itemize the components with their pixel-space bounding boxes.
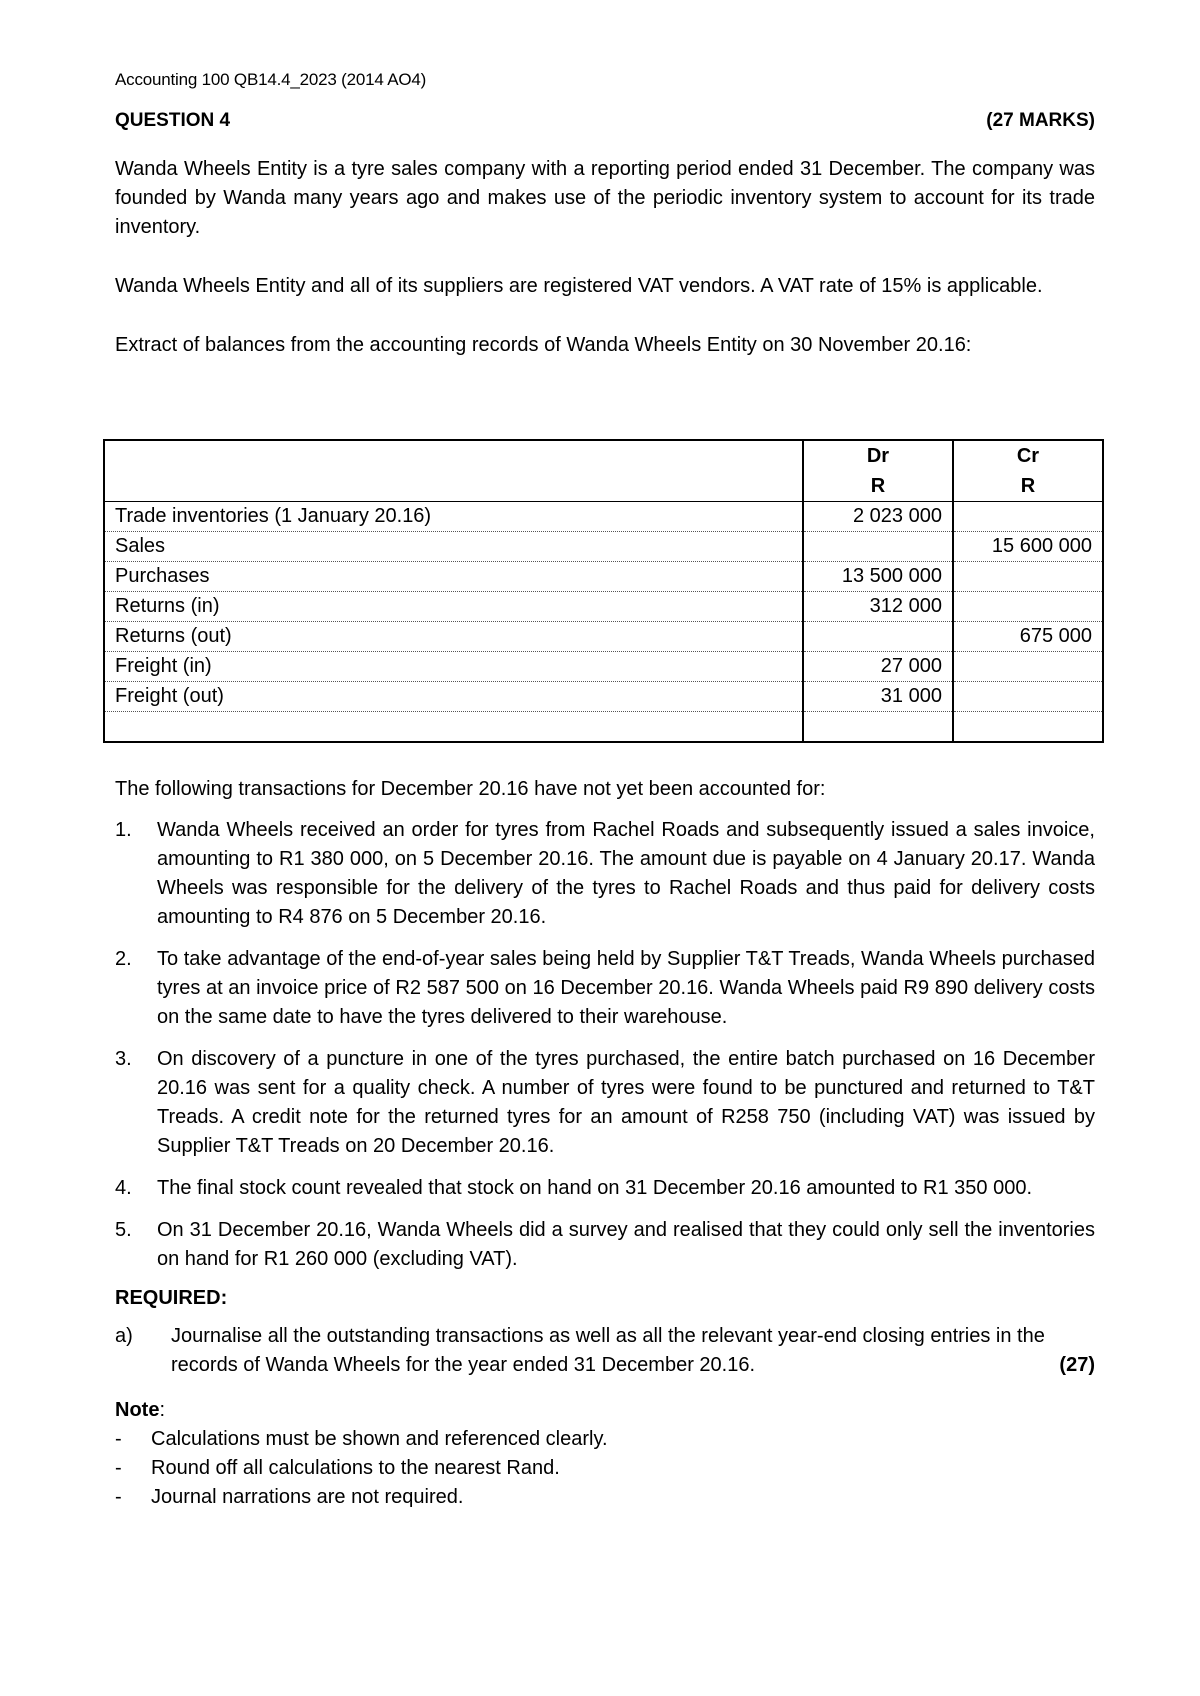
dr-label: Dr: [866, 445, 890, 467]
item-number: 1.: [115, 819, 132, 841]
item-text: Wanda Wheels received an order for tyres from Rachel Roads and subsequently issued a sales invoice, amounting to R1 380 000, on 5 December 20.16. The amount due is payable on 4 January 20.17. Wanda Wheels was responsible for the delivery of the tyres to Rachel Roads and thus paid for delivery costs amounting to R4 876 on 5 December 20.16.: [157, 819, 1095, 928]
row-cr: [953, 502, 1103, 532]
row-dr: 27 000: [803, 652, 953, 682]
item-number: 4.: [115, 1177, 132, 1199]
table-row: [104, 502, 1103, 532]
table-row: [104, 652, 1103, 682]
table-row: [104, 682, 1103, 712]
dash-bullet: -: [115, 1457, 122, 1479]
item-number: 2.: [115, 948, 132, 970]
row-dr: 31 000: [803, 682, 953, 712]
question-title: QUESTION 4: [115, 110, 231, 131]
row-cr: [953, 652, 1103, 682]
cr-header: [953, 440, 1103, 502]
required-heading: REQUIRED:: [115, 1287, 228, 1309]
list-item: [115, 1174, 1095, 1203]
item-text: On discovery of a puncture in one of the tyres purchased, the entire batch purchased on 16 December 20.16 was sent for a quality check. A number of tyres were found to be punctured and returned to T&T Treads. A credit note for the returned tyres for an amount of R258 750 (including VAT) was issued by Supplier T&T Treads on 20 December 20.16.: [157, 1048, 1095, 1157]
list-item: [115, 1216, 1095, 1274]
list-item: [115, 1454, 1095, 1483]
vat-paragraph: Wanda Wheels Entity and all of its suppliers are registered VAT vendors. A VAT rate of 15% is applicable.: [115, 275, 1043, 297]
dash-bullet: -: [115, 1486, 122, 1508]
required-marks: (27): [1059, 1354, 1095, 1376]
list-item: [115, 945, 1095, 1032]
item-text: To take advantage of the end-of-year sales being held by Supplier T&T Treads, Wanda Wheels purchased tyres at an invoice price of R2 587 500 on 16 December 20.16. Wanda Wheels paid R9 890 delivery costs on the same date to have the tyres delivered to their warehouse.: [157, 948, 1095, 1028]
row-cr: [953, 682, 1103, 712]
note-colon: :: [159, 1399, 166, 1421]
table-header-row: [104, 440, 1103, 502]
intro-paragraph: Wanda Wheels Entity is a tyre sales company with a reporting period ended 31 December. The company was founded by Wanda many years ago and makes use of the periodic inventory system to account for its trade inventory.: [115, 158, 1095, 238]
balances-table: [103, 439, 1104, 743]
cr-label: Cr: [1016, 445, 1040, 467]
list-item: [115, 816, 1095, 932]
row-dr: [803, 622, 953, 652]
required-item: [115, 1322, 1095, 1380]
note-text: Calculations must be shown and referenced clearly.: [151, 1428, 608, 1450]
dr-header: [803, 440, 953, 502]
table-row: [104, 592, 1103, 622]
list-item: [115, 1045, 1095, 1161]
row-dr: 2 023 000: [803, 502, 953, 532]
row-label: [104, 712, 803, 743]
list-item: [115, 1483, 1095, 1512]
item-text: The final stock count revealed that stock on hand on 31 December 20.16 amounted to R1 350 000.: [157, 1177, 1033, 1199]
item-number: 5.: [115, 1219, 132, 1241]
note-heading: [115, 1396, 1095, 1425]
required-text: Journalise all the outstanding transactions as well as all the relevant year-end closing entries in the records of Wanda Wheels for the year ended 31 December 20.16.: [171, 1325, 1045, 1376]
row-label: Returns (out): [104, 622, 803, 652]
table-row: [104, 622, 1103, 652]
row-cr: 15 600 000: [953, 532, 1103, 562]
note-text: Journal narrations are not required.: [151, 1486, 464, 1508]
item-text: On 31 December 20.16, Wanda Wheels did a survey and realised that they could only sell the inventories on hand for R1 260 000 (excluding VAT).: [157, 1219, 1095, 1270]
table-row: [104, 532, 1103, 562]
required-number: a): [115, 1325, 133, 1347]
row-label: Freight (in): [104, 652, 803, 682]
item-number: 3.: [115, 1048, 132, 1070]
list-item: [115, 1425, 1095, 1454]
note-text: Round off all calculations to the nearest Rand.: [151, 1457, 560, 1479]
row-label: Trade inventories (1 January 20.16): [104, 502, 803, 532]
extract-paragraph: Extract of balances from the accounting records of Wanda Wheels Entity on 30 November 20.16:: [115, 334, 972, 356]
document-page: [115, 70, 1095, 1508]
row-dr: [803, 532, 953, 562]
row-label: Freight (out): [104, 682, 803, 712]
dr-unit: R: [870, 475, 886, 497]
question-marks: (27 MARKS): [986, 110, 1095, 131]
table-row: [104, 712, 1103, 743]
row-cr: [953, 712, 1103, 743]
cr-unit: R: [1020, 475, 1036, 497]
row-dr: [803, 712, 953, 743]
note-title: Note: [115, 1399, 160, 1421]
question-heading: [115, 110, 1095, 132]
row-cr: [953, 592, 1103, 622]
document-header: Accounting 100 QB14.4_2023 (2014 AO4): [115, 70, 427, 89]
row-dr: 312 000: [803, 592, 953, 622]
dash-bullet: -: [115, 1428, 122, 1450]
row-label: Returns (in): [104, 592, 803, 622]
transactions-intro: The following transactions for December 20.16 have not yet been accounted for:: [115, 778, 826, 800]
row-cr: 675 000: [953, 622, 1103, 652]
table-row: [104, 562, 1103, 592]
table-header-blank: [104, 440, 803, 502]
row-cr: [953, 562, 1103, 592]
row-label: Sales: [104, 532, 803, 562]
transactions-section: [115, 775, 1095, 1512]
row-dr: 13 500 000: [803, 562, 953, 592]
row-label: Purchases: [104, 562, 803, 592]
